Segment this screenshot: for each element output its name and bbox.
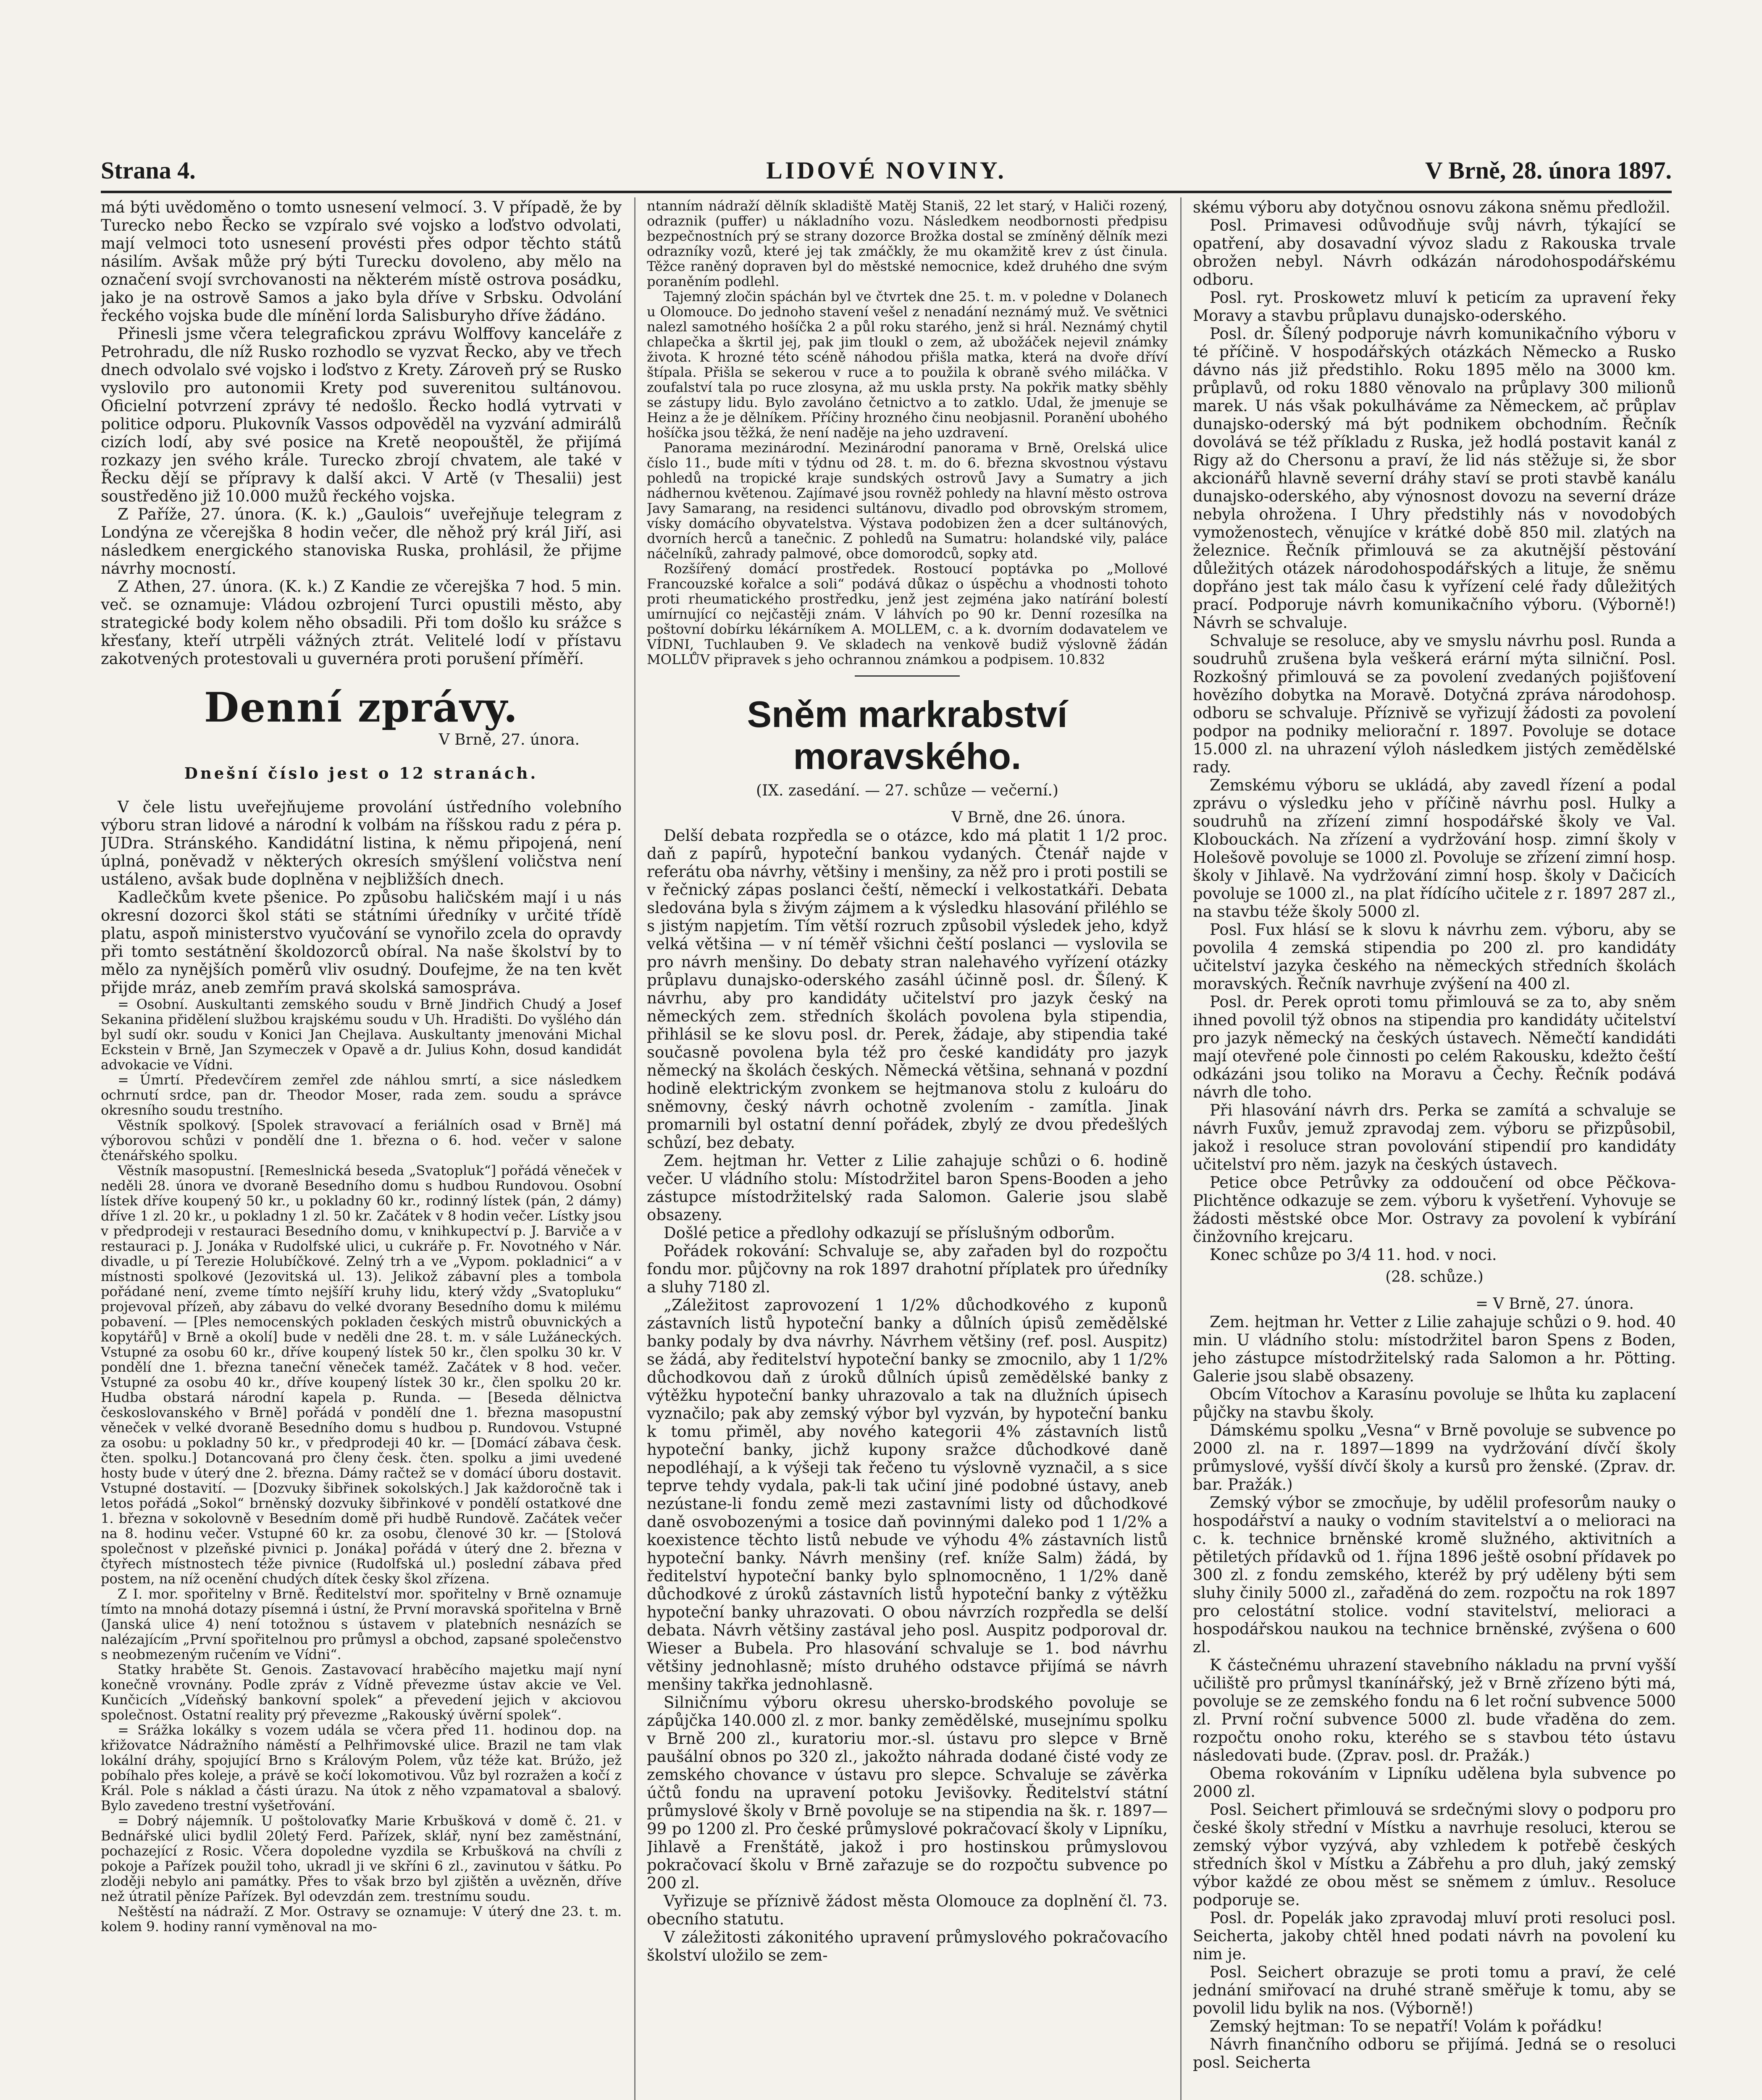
session-28-seichert: Posl. Seichert přimlouvá se srdečnými slovy o podporu pro české školy střední v Místku a navrhuje resoluci, kterou se zemský výbor vyzývá, aby vzhledem k potřebě českých středních škol v Místku a Zábřehu a pro dluh, jaký zemský výbor každé ze obou měst se sněmem z úmluv.. Resoluce podporuje se.	[1193, 1801, 1676, 1909]
news-item-school-inspectors: Kadlečkům kvete pšenice. Po způsobu haličském mají i u nás okresní dozorci škol státi se státními úředníky v určité třídě platu, aspoň ministerstvo vyučování se vynořilo zcela do opravdy při tomto sestátnění školdozorců obíral. Na naše školství by to mělo za nynějších poměrů vliv osudný. Doufejme, že na ten květ přijde mráz, aneb zemřím pravá skolská samospráva.	[101, 888, 622, 997]
news-item-tram-collision: = Srážka lokálky s vozem udála se včera před 11. hodinou dop. na křižovatce Nádražního náměstí a Pelhřimovské ulice. Brazil ne tam vlak lokální dráhy, spojující Brno s Královým Polem, vůz téže kat. Brúžo, jež pobíhalo přes koleje, a právě se kočí lokomotivou. Vůz byl rozražen a kočí z Král. Pole s náklad a části úrazu. Na útok z něho vzpamatoval a sbalový. Bylo zavedeno trestní vyšetřování.	[101, 1722, 622, 1814]
diet-tax-debate: „Záležitost zaprovození 1 1/2% důchodkového z kuponů zástavních listů hypoteční banky a důlních úpisů zemědělské banky podaly by dva návrhy. Návrhem většiny (ref. posl. Auspitz) se žádá, aby ředitelství hypoteční banky se zmocnilo, aby 1 1/2% důchodkovou daň z úroků důlních úpisů zemědělské banky z výtěžku hypoteční banky uhrazovalo a tak na dlužních úpisech vyznačilo; pak aby zemský výbor byl vyzván, by hypoteční banku k tomu přiměl, aby nového kategorii 4% zástavních listů hypoteční banky, jichž kupony sražce důchodkové daně nepodléhají, a k výšeji tak řečeno tu výslovně vyznačil, a s sice teprve tehdy vydala, pak-li tak učiní jiné podobné ústavy, aneb nezústane-li fondu země mezi zastavními listy od důchodkové daně osvobozenými a tosice daň povinnými daleko pod 1 1/2% a koexistence těchto listů nebude ve výhodu 4% zástavních listů hypoteční banky. Návrh menšiny (ref. kníže Salm) žádá, by ředitelství hypoteční banky bylo splnomocněno, 1 1/2% daně důchodkové z úroků zástavních listů hypoteční banky z výtěžku hypoteční banky uhrazovati. O obou návrzích rozpředla se delší debata. Návrh většiny zastával jeho posl. Auspitz podporoval dr. Wieser a Bubela. Pro hlasování schvaluje se 1. bod návrhu většiny jednohlasně; místo druhého odstavce přijímá se návrh menšiny takřka jednohlasně.	[647, 1296, 1168, 1693]
session-28-technical-school: Zemský výbor se zmocňuje, by udělil profesorům nauky o hospodářství a nauky o vodním stavitelství a o melioraci na c. k. technice brněnské kromě služného, aktivitních a pětiletých přídavků od 1. října 1896 ještě osobní přídavek po 300 zl. z fondu zemského, kteréž by prý uděleny býti sem sluhy činily 5000 zl., zařaděná do zem. rozpočtu na rok 1897 pro celostátní stolice. vodní stavitelství, melioraci a hospodářskou naukou na technice brněnské, zvýšena o 600 zl.	[1193, 1494, 1676, 1656]
diet-vote: Při hlasování návrh drs. Perka se zamítá a schvaluje se návrh Fuxův, jemuž zpravodaj zem. výboru se přizpůsobil, jakož i resoluce stran povolování stipendií pro kandidáty učitelství pro něm. jazyk na českých ústavech.	[1193, 1101, 1676, 1173]
article-crete-russia: Přinesli jsme včera telegrafickou zprávu Wolffovy kanceláře z Petrohradu, dle níž Rusko rozhodlo se vyzvat Řecko, aby ve třech dnech odvolalo své vojsko i loďstvo z Krety. Zároveň prý se Rusko vyslovilo pro autonomii Krety pod suverenitou sultánovou. Oficielní potvrzení zprávy té nedošlo. Řecko hodlá vytrvati v politice odporu. Plukovník Vassos odpověděl na vyzvání admirálů cizích lodí, aby své posice na Kretě neopouštěl, že přijímá rozkazy jen svého krále. Turecko zbrojí chvatem, ale také v Řecku dějí se přípravy k další akci. V Artě (v Thesalii) jest soustředěno již 10.000 mužů řeckého vojska.	[101, 325, 622, 505]
news-item-savings-bank: Z I. mor. spořitelny v Brně. Ředitelství mor. spořitelny v Brně oznamuje tímto na mnohá dotazy písemná i ústní, že První moravská spořitelna v Brně (Janská ulice 4) není totožnou s ústavem v platebních nesnázích se nalézajícím „První spořitelnou pro průmysl a obchod, zapsané společenstvo s neobmezeným ručením ve Vídni“.	[101, 1586, 622, 1662]
session-28-popelak: Posl. dr. Popelák jako zpravodaj mluví proti resoluci posl. Seicherta, jakoby chtěl hned podati návrh na povolení ku nim je.	[1193, 1909, 1676, 1963]
news-item-lodger: = Dobrý nájemník. U poštolovaťky Marie Krbušková v domě č. 21. v Bednářské ulici bydlil 20letý Ferd. Pařízek, sklář, nyní bez zaměstnání, pochazející z Rosic. Včera dopoledne vyzdila se Krbušková na chvíli z pokoje a Pařízek použil toho, ukradl ji ve skříni 6 zl., zavinutou v šátku. Po zloději nebylo ani památky. Přes to však brzo byl zjištěn a uvězněn, dříve než útratil pěníze Pařízek. Byl odevzdán zem. trestnímu soudu.	[101, 1813, 622, 1904]
news-item-mysterious-crime: Tajemný zločin spáchán byl ve čtvrtek dne 25. t. m. v poledne v Dolanech u Olomouce. Do jednoho stavení vešel z nenadání neznámý muž. Ve světnici nalezl samotného hošíčka 2 a půl roku starého, jenž si hrál. Neznámý chytil chlapečka a škrtil jej, pak jim tloukl o zem, až ubožáček nejevil známky života. K hrozné této scéně náhodou přišla matka, která na dvoře dříví štípala. Přišla se sekerou v ruce a to použila k obraně svého miláčka. V zoufalství tala po ruce zlosyna, až mu uskla prsty. Na pokřik matky sběhly se zástupy lidu. Bylo zavoláno četnictvo a to zatklo. Udal, že jmenuje se Heinz a že je dělníkem. Příčiny hrozného činu neobjasnil. Poranění ubohého hošíčka jsou těžká, že není naděje na jeho uzdravení.	[647, 289, 1168, 441]
diet-fux: Posl. Fux hlásí se k slovu k návrhu zem. výboru, aby se povolila 4 zemská stipendia po 200 zl. pro kandidáty učitelství jazyka českého na německých středních školách moravských. Řečník navrhuje zvýšení na 400 zl.	[1193, 921, 1676, 993]
article-title-diet: Sněm markrabství moravského.	[747, 693, 1068, 777]
diet-proskowetz: Posl. ryt. Proskowetz mluví k peticím za upravení řeky Moravy a stavbu průplavu dunajsko-oderského.	[1193, 289, 1676, 325]
page-header	[101, 156, 1672, 190]
masthead-title: LIDOVÉ NOVINY.	[766, 157, 1006, 184]
session-28-vesna: Dámskému spolku „Vesna“ v Brně povoluje se subvence po 2000 zl. na r. 1897—1899 na vydržování dívčí školy průmyslové, vyšší dívčí školy a kursů pro ženské. (Zprav. dr. bar. Pražák.)	[1193, 1421, 1676, 1494]
column-3	[1193, 198, 1676, 2100]
article-subtitle: (IX. zasedání. — 27. schůze — večerní.)	[756, 782, 1058, 799]
news-item-election: V čele listu uveřejňujeme provolání ústředního volebního výboru stran lidové a národní k volbám na říšskou radu z péra p. JUDra. Stránského. Kandidátní listina, k němu připojená, není úplná, poněvadž v některých okresích smýšlení voličstva není ustáleno, avšak bude doplněna v nejbližších dnech.	[101, 798, 622, 888]
news-item-station-accident-continued: ntanním nádraží dělník skladiště Matěj Staniš, 22 let starý, v Haliči rozený, odraznik (puffer) u nákladního vozu. Následkem neodbornosti předpisu bezpečnostních prý se strany dozorce Brožka dostal se zmíněný dělník mezi odrazníky vozů, které jej tak zmáčkly, že mu okamžitě krev z úst činula. Těžce raněný dopraven byl do městské nemocnice, kdež druhého dne svým poraněním podlehl.	[647, 198, 1168, 289]
session-28-lipnik: Obema rokováním v Lipníku udělena byla subvence po 2000 zl.	[1193, 1764, 1676, 1801]
separator	[855, 675, 960, 677]
diet-petrovka: Petice obce Petrůvky za oddoučení od obce Pěčkova-Plichtěnce odkazuje se zem. výboru k vyšetření. Vyhovuje se žádosti městské obce Mor. Ostravy za povolení k vybírání činžovního krejcaru.	[1193, 1173, 1676, 1246]
diet-agenda: Pořádek rokování: Schvaluje se, aby zařaden byl do rozpočtu fondu mor. půjčovny na rok 1897 drahotní příplatek pro úředníky a sluhy 7180 zl.	[647, 1242, 1168, 1296]
article-dateline: V Brně, dne 26. února.	[951, 809, 1126, 826]
news-item-club-bulletin: Věstník spolkový. [Spolek stravovací a feriálních osad v Brně] má výborovou schůzi v pondělí dne 1. března o 6. hod. večer v salone čtenářského spolku.	[101, 1117, 622, 1163]
advertisement-moll: Rozšířený domácí prostředek. Rostoucí poptávka po „Mollové Francouzské kořalce a soli“ podává důkaz o úspěchu a vhodnosti tohoto proti rheumatického prostředku, jenž jest zejména jako natírání bolestí umírnující co nejčastěji znám. V láhvích po 90 kr. Denní rozesílka na poštovní dobírku lékárníkem A. MOLLEM, c. a k. dvorním dodavatelem ve VÍDNI, Tuchlauben 9. Ve skladech na venkově budiž výslovně žádán MOLLŮV připravek s jeho ochrannou známkou a podpisem. 10.832	[647, 561, 1168, 667]
diet-road-committee: Silničnímu výboru okresu uhersko-brodského povoluje se zápůjčka 140.000 zl. z mor. banky zemědělské, musejnímu spolku v Brně 200 zl., kuratoriu mor.-sl. ústavu pro slepce v Brně paušální obnos po 320 zl., jakožto náhrada dodané čisté vody ze zemského chovance v ústavu pro slepce. Schvaluje se závěrka účtů fondu na upravení potoku Jevišovky. Ředitelství státní průmyslové školy v Brně povoluje se na stipendia na šk. r. 1897—99 po 1200 zl. Pro české průmyslové pokračovací školy v Lipníku, Jihlavě a Frenštátě, jakož i pro hostinskou průmyslovou pokračovací školu v Brně zařazuje se do rozpočtu subvence po 200 zl.	[647, 1693, 1168, 1892]
diet-summary: Delší debata rozpředla se o otázce, kdo má platit 1 1/2 proc. daň z papírů, hypoteční bankou vydaných. Čtenář najde v referátu oba návrhy, většiny i menšiny, za něž pro i proti postili se v řečnický zápas poslanci čeští, německí i velkostatkáři. Debata sledována byla s živým zájmem a k výsledku hlasování přiléhlo se s jistým napjetím. Tím větší rozruch způsobil výsledek jeho, když velká většina — v ní téměř všichni čeští poslanci — vyslovila se pro návrh menšiny. Do debaty stran nalehavého vyřízení otázky průplavu dunajsko-oderského zasáhl účinně posl. dr. Šílený. K návrhu, aby pro kandidáty učitelství pro jazyk český na německých zem. středních školách povolena byla stipendia, přihlásil se ke slovu posl. dr. Perek, žádaje, aby stipendia také současně povolena byla též pro české kandidáty pro jazyk německý na školách českých. Německá většina, sehnaná v pozdní hodině elektrickým zvonkem se hejtmanova stolu z kuloáru do sněmovny, český návrh ochotně zvolením - zamítla. Jinak promarnili byl ostatní denní pořádek, zbylý ze dvou předešlých schůzí, bez debaty.	[647, 827, 1168, 1152]
diet-continued: skému výboru aby dotyčnou osnovu zákona sněmu předložil.	[1193, 198, 1670, 216]
diet-vocational-schools: V záležitosti zákonitého upravení průmyslového pokračovacího školství uložilo se zem-	[647, 1928, 1168, 1964]
session-28-loan: Obcím Vítochov a Karasínu povoluje se lhůta ku zaplacení půjčky na stavbu školy.	[1193, 1385, 1676, 1421]
telegram-paris: Z Paříže, 27. února. (K. k.) „Gaulois“ uveřejňuje telegram z Londýna ze včerejška 8 hodin večer, dle něhož prý král Jiří, asi následkem energického stanoviska Ruska, prohlásil, že přijme návrhy mocností.	[101, 505, 622, 578]
news-item-panorama: Panorama mezinárodní. Mezinárodní panorama v Brně, Orelská ulice číslo 11., bude míti v týdnu od 28. t. m. do 6. března skvostnou výstavu pohledů na tropické kraje sundských ostrovů Javy a Sumatry a jich nádhernou květenou. Zajímavé jsou rovněž pohledy na hlavní město ostrova Javy Samarang, na residenci sultánovu, divadlo pod obrovským stromem, vísky domácího obyvatelstva. Výstava podobizen žen a dcer sultánových, dvorních herců a tanečnic. Z pohledů na Sumatru: holandské vily, paláce náčelníků, zahrady palmové, obce domorodců, sopky atd.	[647, 440, 1168, 562]
page-number: Strana 4.	[101, 157, 196, 184]
news-item-personal: = Osobní. Auskultanti zemského soudu v Brně Jindřich Chudý a Josef Sekanina přidělení službou krajskému soudu v Uh. Hradišti. Do vyšlého dán byl sudí okr. soudu v Konici Jan Chejlava. Auskultanty jmenováni Michal Eckstein v Brně, Jan Szymeczek v Opavě a dr. Julius Kohn, dosud kandidát advokacie ve Vídni.	[101, 996, 622, 1073]
diet-winter-schools: Zemskému výboru se ukládá, aby zavedl řízení a podal zprávu o výsledku jeho v příčině návrhu posl. Hulky a soudruhů na zřízení zimní hospodářské školy ve Val. Klobouckách. Na zřízení a vydržování hosp. zimní školy v Holešově povoluje se 1000 zl. Povoluje se zřízení zimní hosp. školy v Jihlavě. Na vydržování zimní hosp. školy v Dačicích povoluje se 1000 zl., na plat řídícího učitele z r. 1897 287 zl., na stavbu téže školy 5000 zl.	[1193, 776, 1676, 921]
diet-sileny: Posl. dr. Šílený podporuje návrh komunikačního výboru v té příčině. V hospodářských otázkách Německo a Rusko dávno nás již předstihlo. Roku 1895 mělo na 3000 km. průplavů, od roku 1880 věnovalo na průplavy 300 milionů marek. U nás však pokulháváme za Německem, ač průplav dunajsko-oderský má být podnikem obchodním. Řečník dovolává se též příkladu z Ruska, jež hodlá postavit kanál z Rigy až do Chersonu a praví, že lid nás stěžuje si, že sbor akcionářů hlavně severní dráhy staví se proti stavbě kanálu dunajsko-oderského, aby výnosnost dovozu na severní dráze nebyla ohrožena. I Uhry předstihly nás v novodobých vymoženostech, věnujíce v krátké době 850 mil. zlatých na železnice. Řečník přimlouvá se za akutnější pěstování důležitých otázek národohospodářských a lituje, že sněmu dopřáno jest tak málo času k vyřízení celé řady důležitých prací. Podporuje návrh komunikačního výboru. (Výborně!) Návrh se schvaluje.	[1193, 325, 1676, 632]
news-item-station-accident: Neštěstí na nádraží. Z Mor. Ostravy se oznamuje: V úterý dne 23. t. m. kolem 9. hodiny ranní vyměnoval na mo-	[101, 1903, 622, 1935]
diet-perek: Posl. dr. Perek oproti tomu přimlouvá se za to, aby sněm ihned povolil týž obnos na stipendia pro kandidáty učitelství pro jazyk německý na českých ústavech. Němečtí kandidáti mají otevřené pole činnosti po celém Rakousku, kdežto čeští odkázáni jsou toliko na Moravu a Čechy. Řečník podává návrh dle toho.	[1193, 993, 1676, 1101]
news-item-carnival-bulletin: Věstník masopustní. [Remeslnická beseda „Svatopluk“] pořádá věneček v neděli 28. února ve dvoraně Besedního domu s hudbou Rundovou. Osobní lístek dříve koupený 50 kr., u pokladny 60 kr., rodinný lístek (pán, 2 dámy) dříve 1 zl. 20 kr., u pokladny 1 zl. 50 kr. Začátek v 8 hodin večer. Lístky jsou v předprodeji v restauraci Besedního domu, v knihkupectví p. J. Barviče a v restauraci p. J. Jonáka v Rudolfské ulici, u cukráře p. Fr. Novotného v Nár. divadle, u pí Terezie Holubíčkové. Zelný trh a ve „Vypom. pokladnici“ a v místnosti spolkové (Jezovitská ul. 13). Jelikož zábavní ples a tombola pořádané není, zveme tímto nejšíří kruhy lidu, který vždy „Svatopluku“ projevoval přízeň, aby zábavu do velké dvorany Besedního domu k milému pobavení. — [Ples nemocenských pokladen českých mistrů obuvnických a kopytářů] v Brně a okolí] bude v neděli dne 28. t. m. v sále Lužáneckých. Vstupné za osobu 60 kr., dříve koupený lístek 50 kr., člen spolku 30 kr. V pondělí dne 1. března taneční věneček taméž. Začátek v 8 hod. večer. Vstupné za osobu 40 kr., dříve koupený lístek 30 kr., člen spolku 20 kr. Hudba obstará národní kapela p. Runda. — [Beseda dělnictva českoslovanského v Brně] pořádá v pondělí dne 1. března masopustní věneček v velké dvoraně Besedního domu s hudbou p. Rundovou. Vstupné za osobu: u pokladny 50 kr., v předprodeji 40 kr. — [Domácí zábava česk. čten. spolku.] Dotancovaná pro členy česk. čten. spolku a jimi uvedené hosty bude v úterý dne 2. března. Dámy račtež se v domácí úboru dostavit. Vstupné dostavití. — [Dozvuky šibřinek sokolských.] Jak každoročně tak i letos pořádá „Sokol“ brněnský dozvuky šibřinkové v pondělí ostatkové dne 1. března v sokolovně v Besedním domě při hudbě Rundově. Začátek večer na 8. hodinu večer. Vstupné 60 kr. za osobu, členové 30 kr. — [Stolová společnost v plzeňské pivnici p. Jonáka] pořádá v úterý dne 2. března v čtyřech místnostech téže pivnice (Rudolfská ul.) poslední zábava před postem, na níž ocenění chudých dítek česky škol zřízena.	[101, 1163, 622, 1587]
column-1	[101, 198, 622, 2100]
news-item-death: = Úmrtí. Předevčírem zemřel zde náhlou smrtí, a sice následkem ochrnutí srdce, pan dr. Theodor Moser, rada zem. soudu a správce okresního soudu trestního.	[101, 1072, 622, 1118]
column-divider-1	[634, 197, 635, 2100]
diet-opening: Zem. hejtman hr. Vetter z Lilie zahajuje schůzi o 6. hodině večer. U vládního stolu: Místodržitel baron Spens-Booden a jeho zástupce místodržitelský rada Salomon. Galerie jsou slabě obsazeny.	[647, 1152, 1168, 1224]
session-28-dateline: = V Brně, 27. února.	[1476, 1295, 1634, 1312]
session-28-seichert-reply: Posl. Seichert obrazuje se proti tomu a praví, že celé jednání smiřovací na druhé straně směřuje k tomu, aby se povolil lidu bylik na nos. (Výborně!)	[1193, 1963, 1676, 2017]
session-28-textile-school: K částečnému uhrazení stavebního nákladu na první vyšší učiliště pro průmysl tkanínářský, jež v Brně zřízeno býti má, povoluje se ze zemského fondu na 6 let roční subvence 5000 zl. První roční subvence 5000 zl. bude vřaděna do zem. rozpočtu onoho roku, kterého se s stavbou této ústavu následovati bude. (Zprav. posl. dr. Pražák.)	[1193, 1656, 1676, 1764]
diet-resolution-tolls: Schvaluje se resoluce, aby ve smyslu návrhu posl. Runda a soudruhů zrušena byla veškerá erární mýta silniční. Posl. Rozkošný přimlouvá se za povolení zvedaných pojišťovení hovězího dobytka na Moravě. Dotyčná zpráva národohosp. odboru se schvaluje. Příznivě se vyřizují žádosti za povolení podpor na podniky meliorační r. 1897. Povoluje se dotace 15.000 zl. na uhrazení výloh následkem jistých zemědělské rady.	[1193, 632, 1676, 776]
session-28-subtitle: (28. schůze.)	[1385, 1268, 1484, 1286]
header-rule	[101, 191, 1672, 193]
diet-session-end: Konec schůze po 3/4 11. hod. v noci.	[1210, 1246, 1497, 1264]
session-28-opening: Zem. hejtman hr. Vetter z Lilie zahajuje schůzi o 9. hod. 40 min. U vládního stolu: místodržitel baron Spens z Boden, jeho zástupce místodržitelský rada Salomon a hr. Pötting. Galerie jsou slabě obsazeny.	[1193, 1313, 1676, 1385]
diet-olomouc: Vyřizuje se příznivě žádost města Olomouce za doplnění čl. 73. obecního statutu.	[647, 1892, 1168, 1928]
news-item-genois-estates: Statky hraběte St. Genois. Zastavovací hraběcího majetku mají nyní konečně vrovnány. Podle zpráv z Vídně převezme ústav akcie ve Vel. Kunčicích „Vídeňský bankovní spolek“ a převedení jejich v akciovou společnost. Ostatní reality prý převezme „Rakouský úvěrní spolek“.	[101, 1662, 622, 1723]
session-28-finance-motion: Návrh finančního odboru se přijímá. Jedná se o resoluci posl. Seicherta	[1193, 2035, 1676, 2071]
diet-primavesi: Posl. Primavesi odůvodňuje svůj návrh, týkající se opatření, aby dosavadní vývoz sladu z Rakouska trvale obrožen nebyl. Návrh odkázán národohospodářskému odboru.	[1193, 216, 1676, 289]
issue-notice: Dnešní číslo jest o 12 stranách.	[184, 764, 538, 782]
column-2	[647, 198, 1168, 2100]
dateline: V Brně, 27. února.	[439, 731, 580, 748]
section-heading-daily-news: Denní zprávy.	[204, 684, 519, 731]
telegram-athens: Z Athen, 27. února. (K. k.) Z Kandie ze včerejška 7 hod. 5 min. več. se oznamuje: Vládou ozbrojení Turci opustili město, aby strategické body kolem něho obsadili. Při tom došlo ku srážce s křesťany, kteří utrpěli vážných ztrát. Velitelé lodí v přístavu zakotvených protestovali u guvernéra proti porušení příměří.	[101, 578, 622, 668]
issue-date: V Brně, 28. února 1897.	[1425, 157, 1672, 184]
article-crete-continued: má býti uvědoměno o tomto usnesení velmocí. 3. V případě, že by Turecko nebo Řecko se vzpíralo své vojsko a loďstvo odvolati, mají velmoci toto usnesení provésti přes odpor těchto států násilím. Avšak může prý býti Turecku dovoleno, aby mělo na označení svojí svrchovanosti na některém místě ostrova posádku, jako je na ostrově Samos a jako byla dříve v Srbsku. Odvolání řeckého vojska bude dle mínění lorda Salisburyho dříve žádáno.	[101, 198, 622, 325]
session-28-order-call: Zemský hejtman: To se nepatří! Volám k pořádku!	[1210, 2017, 1603, 2035]
diet-petitions: Došlé petice a předlohy odkazují se příslušným odborům.	[664, 1224, 1115, 1242]
column-divider-2	[1180, 197, 1182, 2100]
